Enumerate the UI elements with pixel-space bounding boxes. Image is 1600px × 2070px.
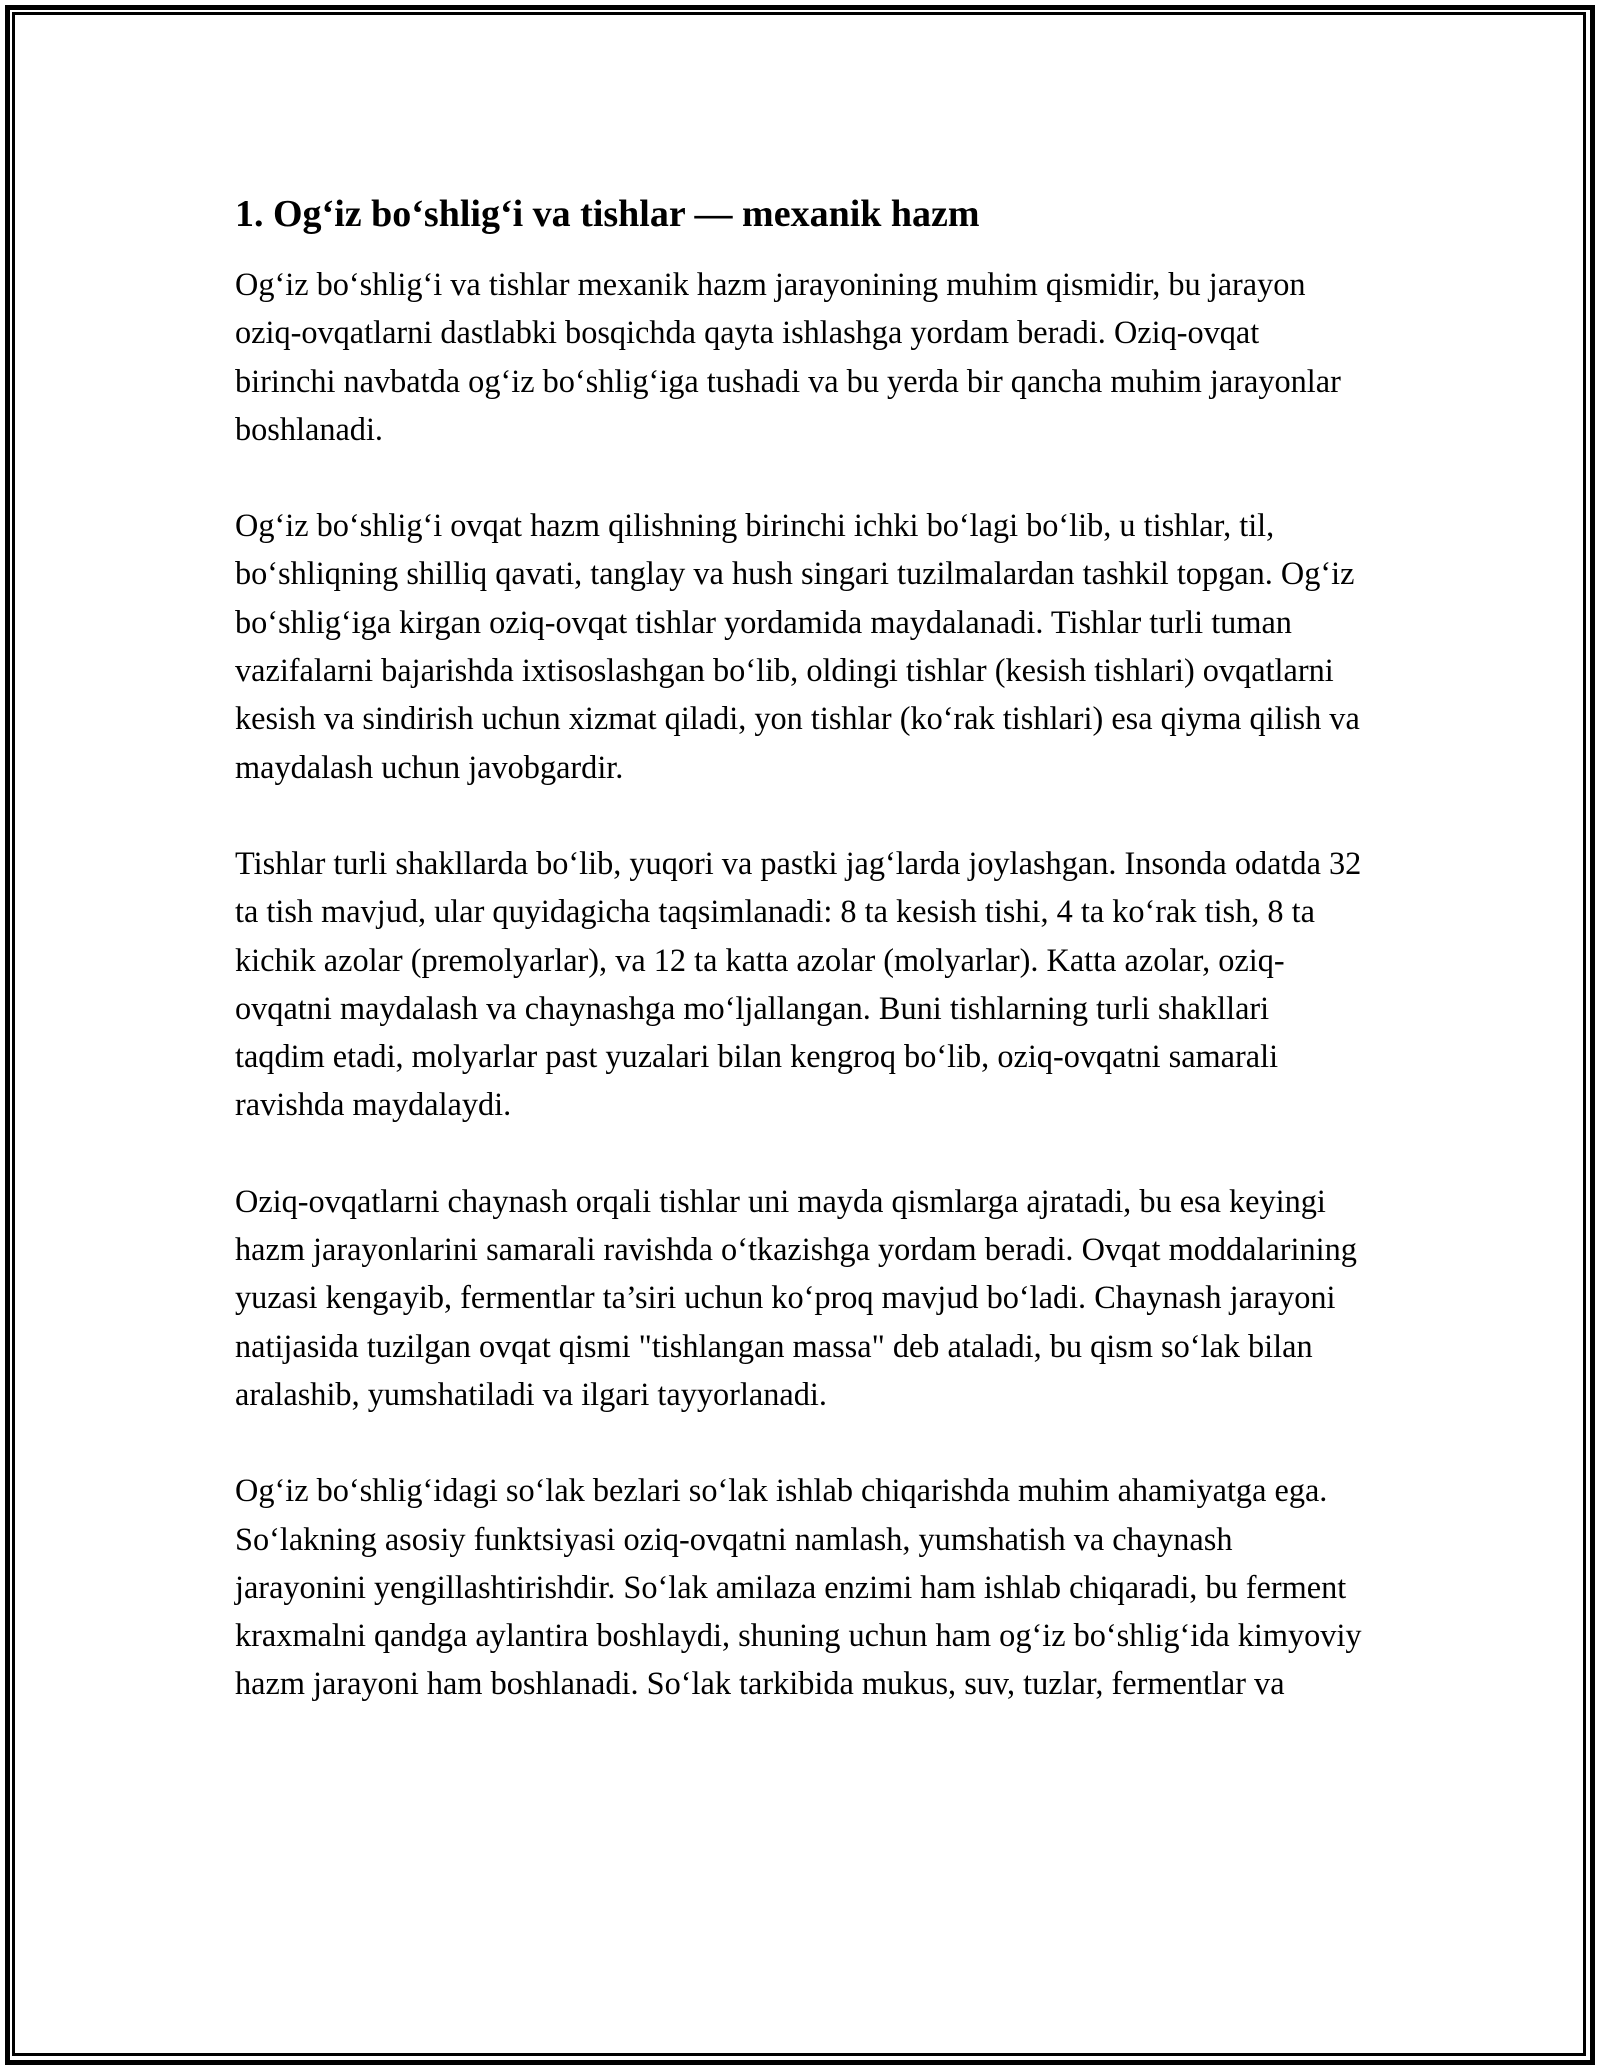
paragraph-4: Oziq-ovqatlarni chaynash orqali tishlar uni mayda qismlarga ajratadi, bu esa keyingi hazm jarayonlarini samarali ravishda o‘tkazishga yordam beradi. Ovqat moddalarining yuzasi kengayib, fermentlar ta’siri uchun ko‘proq mavjud bo‘ladi. Chaynash jarayoni natijasida tuzilgan ovqat qismi "tishlangan massa" deb ataladi, bu qism so‘lak bilan aralashib, yumshatiladi va ilgari tayyorlanadi. (235, 1182, 1357, 1412)
section-heading: 1. Og‘iz bo‘shlig‘i va tishlar — mexanik hazm (235, 193, 980, 235)
paragraph-5: Og‘iz bo‘shlig‘idagi so‘lak bezlari so‘lak ishlab chiqarishda muhim ahamiyatga ega. So‘lakning asosiy funktsiyasi oziq-ovqatni namlash, yumshatish va chaynash jarayonini yengillashtirishdir. So‘lak amilaza enzimi ham ishlab chiqaradi, bu ferment kraxmalni qandga aylantira boshlaydi, shuning uchun ham og‘iz bo‘shlig‘ida kimyoviy hazm jarayoni ham boshlanadi. So‘lak tarkibida mukus, suv, tuzlar, fermentlar va (235, 1472, 1362, 1702)
paragraph-3: Tishlar turli shakllarda bo‘lib, yuqori va pastki jag‘larda joylashgan. Insonda odatda 32 ta tish mavjud, ular quyidagicha taqsimlanadi: 8 ta kesish tishi, 4 ta ko‘rak tish, 8 ta kichik azolar (premolyarlar), va 12 ta katta azolar (molyarlar). Katta azolar, oziq-ovqatni maydalash va chaynashga mo‘ljallangan. Buni tishlarning turli shakllari taqdim etadi, molyarlar past yuzalari bilan kengroq bo‘lib, oziq-ovqatni samarali ravishda maydalaydi. (235, 844, 1362, 1123)
document-body (235, 188, 1365, 1756)
paragraph-1: Og‘iz bo‘shlig‘i va tishlar mexanik hazm jarayonining muhim qismidir, bu jarayon oziq-ovqatlarni dastlabki bosqichda qayta ishlashga yordam beradi. Oziq-ovqat birinchi navbatda og‘iz bo‘shlig‘iga tushadi va bu yerda bir qancha muhim jarayonlar boshlanadi. (235, 266, 1341, 447)
paragraph-2: Og‘iz bo‘shlig‘i ovqat hazm qilishning birinchi ichki bo‘lagi bo‘lib, u tishlar, til, bo‘shliqning shilliq qavati, tanglay va hush singari tuzilmalardan tashkil topgan. Og‘iz bo‘shlig‘iga kirgan oziq-ovqat tishlar yordamida maydalanadi. Tishlar turli tuman vazifalarni bajarishda ixtisoslashgan bo‘lib, oldingi tishlar (kesish tishlari) ovqatlarni kesish va sindirish uchun xizmat qiladi, yon tishlar (ko‘rak tishlari) esa qiyma qilish va maydalash uchun javobgardir. (235, 507, 1360, 785)
